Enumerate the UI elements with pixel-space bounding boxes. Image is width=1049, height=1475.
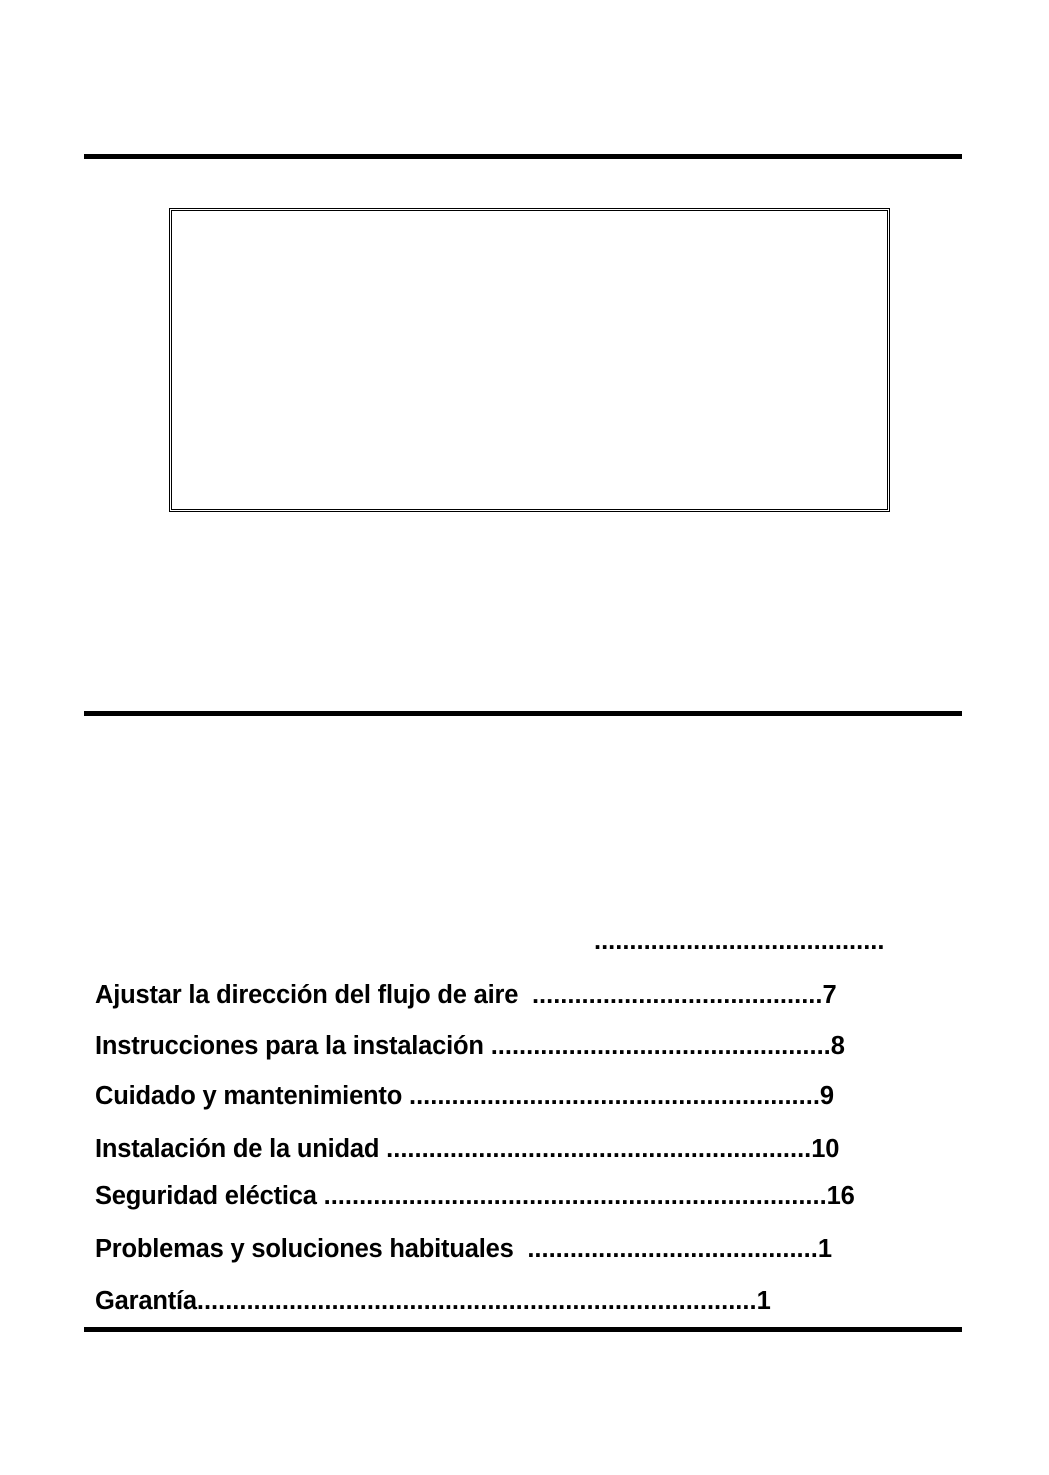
toc-entry-troubleshooting[interactable] bbox=[95, 1234, 832, 1264]
toc-entry-leader: ............................................................ bbox=[386, 1135, 812, 1163]
toc-entry-label: Instrucciones para la instalación bbox=[95, 1032, 484, 1060]
toc-entry-sep bbox=[514, 1235, 528, 1263]
bottom-divider bbox=[84, 1327, 962, 1332]
toc-entry-sep bbox=[484, 1032, 491, 1060]
toc-entry-page: 9 bbox=[819, 1082, 834, 1110]
toc-entry-sep bbox=[317, 1182, 324, 1210]
toc-entry-label: Seguridad eléctica bbox=[95, 1182, 317, 1210]
toc-entry-care-maintenance[interactable] bbox=[95, 1081, 834, 1111]
toc-entry-label: Ajustar la dirección del flujo de aire bbox=[95, 981, 519, 1009]
toc-entry-leader: ......................................... bbox=[527, 1235, 818, 1263]
toc-entry-leader: .......................................................... bbox=[408, 1082, 820, 1110]
toc-entry-leader: ....................................................................... bbox=[323, 1182, 827, 1210]
toc-entry-electrical-safety[interactable] bbox=[95, 1181, 855, 1211]
toc-entry-airflow[interactable] bbox=[95, 980, 836, 1010]
toc-entry-page: 7 bbox=[822, 981, 837, 1009]
toc-entry-leader: ......................................... bbox=[531, 981, 823, 1009]
middle-divider bbox=[84, 711, 962, 716]
toc-entry-installation-instructions[interactable] bbox=[95, 1031, 845, 1061]
toc-entry-leader: ............................................................................... bbox=[196, 1287, 757, 1315]
toc-entry-label: Cuidado y mantenimiento bbox=[95, 1082, 403, 1110]
toc-entry-unit-installation[interactable] bbox=[95, 1134, 839, 1164]
toc-entry-sep bbox=[402, 1082, 409, 1110]
toc-entry-label: Garantía bbox=[95, 1287, 197, 1315]
toc-entry-page: 8 bbox=[830, 1032, 845, 1060]
dot-leader-fragment: ......................................... bbox=[594, 927, 885, 955]
toc-entry-leader: ................................................ bbox=[490, 1032, 831, 1060]
toc-entry-page: 10 bbox=[811, 1135, 840, 1163]
toc-entry-page: 16 bbox=[826, 1182, 855, 1210]
top-divider bbox=[84, 154, 962, 159]
toc-entry-page: 1 bbox=[817, 1235, 832, 1263]
toc-entry-sep bbox=[518, 981, 532, 1009]
toc-entry-page: 1 bbox=[756, 1287, 771, 1315]
toc-entry-label: Instalación de la unidad bbox=[95, 1135, 380, 1163]
toc-entry-warranty[interactable] bbox=[95, 1286, 771, 1316]
blank-framed-box bbox=[169, 208, 890, 512]
toc-entry-label: Problemas y soluciones habituales bbox=[95, 1235, 514, 1263]
